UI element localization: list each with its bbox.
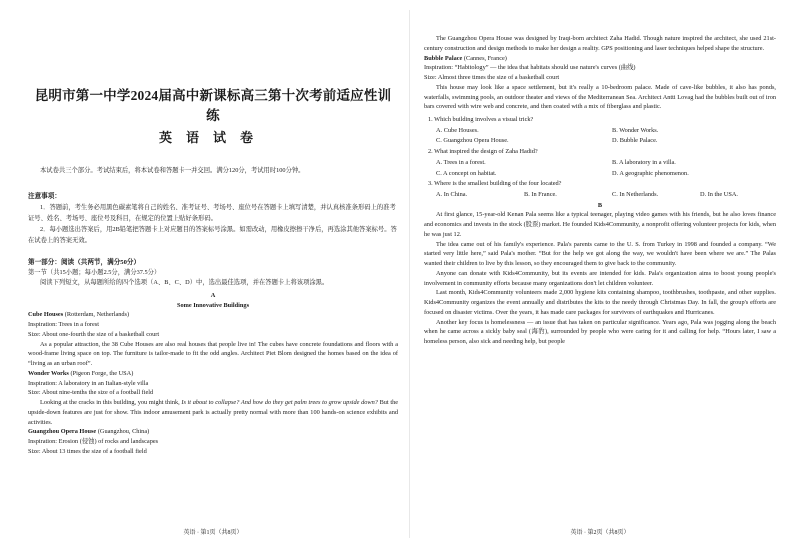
option-c: C. A concept on habitat. [436, 169, 497, 177]
passage-letter: B [597, 201, 603, 209]
page-left [28, 0, 398, 549]
page-footer: 英语 · 第1页（共8页） [183, 530, 243, 536]
passage-paragraph: Anyone can donate with Kids4Community, but its events are intended for kids. Pala's organization aims to boost young people's involvement in community efforts because many organizations don't let children volunteer. [424, 269, 776, 287]
building-heading [28, 369, 398, 379]
option-b: B. In France. [524, 190, 557, 198]
option-d: D. In the USA. [700, 190, 738, 198]
building-body: As a popular attraction, the 38 Cube Houses are also real houses that people live in! The cubes have concrete foundations and floors with a wood-frame living space on top. The furniture is tailor-made to fit the odd angles. Architect Piet Blom designed the homes based on the idea of “living as an urban roof”. [28, 340, 398, 367]
question-stem: 1. Which building involves a visual trick? [428, 116, 534, 123]
part-heading: 第一部分：阅读（共两节，满分50分） [28, 259, 141, 267]
option-d: D. A geographic phenomenon. [612, 169, 689, 177]
option-a: A. In China. [436, 190, 468, 198]
option-a: A. Trees in a forest. [436, 158, 486, 166]
section-heading: 第一节（共15小题；每小题2.5分，满分37.5分） [28, 269, 161, 277]
passage-title: Some Innovative Buildings [176, 301, 250, 309]
notes-heading: 注意事项： [28, 192, 61, 200]
section-instruction: 阅读下列短文，从每题所给的四个选项（A、B、C、D）中，选出最佳选项，并在答题卡上将该项涂黑。 [40, 279, 329, 286]
option-b: B. Wonder Works. [612, 126, 659, 134]
option-d: D. Bubble Palace. [612, 137, 658, 145]
question-options [424, 158, 776, 169]
note-item: 2．每小题选出答案后，用2B铅笔把答题卡上对应题目的答案标号涂黑。如需改动，用橡皮擦擦干净后，再选涂其他答案标号。答在试卷上的答案无效。 [28, 226, 397, 245]
building-location: (Guangzhou, China) [97, 428, 150, 436]
building-body [28, 398, 398, 427]
building-heading [424, 54, 776, 64]
body-text: Looking at the cracks in this building, you might think, [40, 399, 180, 406]
building-heading [28, 310, 398, 320]
passage-letter: A [210, 291, 216, 299]
building-location: (Rotterdam, Netherlands) [64, 311, 130, 319]
building-size: Size: Almost three times the size of a basketball court [424, 74, 560, 81]
building-body: The Guangzhou Opera House was designed by Iraqi-born architect Zaha Hadid. Though nature inspired the architect, she used 21st-century construction and design methods to make her design a reality. GPS positioning and laser techniques helped shape the structure. [424, 35, 776, 52]
building-heading [28, 427, 398, 437]
building-body: This house may look like a space settlement, but it's really a 10-bedroom palace. Made of cave-like bubbles, it also has ponds, waterfalls, swimming pools, an outdoor theater and views of the Mediterranean Sea. Architect Antti Lovag had the bubbles built out of iron bars covered with wire web and concrete, and then coated with a mix of fiberglass and plastic. [424, 83, 776, 111]
option-c: C. Guangzhou Opera House. [436, 137, 509, 145]
exam-subtitle: 英语试卷 [158, 130, 267, 145]
passage-paragraph: Last month, Kids4Community volunteers made 2,000 hygiene kits containing shampoo, toothbrushes, toothpaste, and other supplies. Kids4Community organizes the event annually and distributes the kits to the needy through Christmas Day. In fall, the group's efforts are focused on disaster victims. Over the years, it has made care packages for survivors of earthquakes and Hurricanes. [424, 289, 776, 316]
body-italic-text: Is it about to collapse? And how do they get palm trees to grow upside down? [181, 399, 378, 406]
body-text: But the upside-down features are just for show. This indoor amusement park is actually pretty normal with more than 100 hands-on science exhibits and activities. [28, 399, 399, 426]
building-inspiration: Inspiration: A laboratory in an Italian-style villa [28, 379, 149, 387]
building-inspiration: Inspiration: Erosion (侵蚀) of rocks and landscapes [28, 438, 159, 445]
page-right [424, 0, 776, 549]
exam-intro: 本试卷共三个部分。考试结束后，将本试卷和答题卡一并交回。满分120分，考试用时100分钟。 [40, 167, 305, 174]
page-divider [409, 10, 410, 538]
building-size: Size: About 13 times the size of a football field [28, 447, 147, 455]
passage-paragraph: The idea came out of his family's experience. Pala's parents came to the U. S. from Turkey in 1998 and founded a company. “We started very little here,” said Pala's mother. “But for the help we got along the way, we wouldn't have been where we are.” The Palas wanted their children to live by this lesson, so they encouraged them to give back to the community. [424, 240, 776, 268]
question-stem: 2. What inspired the design of Zaha Hadid? [428, 148, 538, 156]
building-location: (Cannes, France) [463, 54, 507, 62]
question-options [424, 190, 776, 201]
option-b: B. A laboratory in a villa. [612, 158, 676, 166]
exam-title: 昆明市第一中学2024届高中新课标高三第十次考前适应性训练 [34, 88, 392, 123]
building-name: Wonder Works [28, 369, 69, 377]
building-size: Size: About nine-tenths the size of a football field [28, 389, 154, 397]
question-options [424, 126, 776, 137]
building-name: Guangzhou Opera House [28, 428, 97, 436]
question-options [424, 136, 776, 147]
building-name: Bubble Palace [424, 54, 463, 62]
building-name: Cube Houses [28, 311, 64, 319]
building-location: (Pigeon Forge, the USA) [70, 369, 134, 377]
note-item: 1．答题前，考生务必用黑色碳素笔将自己的姓名、准考证号、考场号、座位号在答题卡上填写清楚，并认真核准条形码上的准考证号、姓名、考场号、座位号及科目，在规定的位置上贴好条形码。 [28, 203, 396, 222]
page-footer: 英语 · 第2页（共8页） [570, 530, 630, 536]
question-options [424, 169, 776, 180]
option-a: A. Cube Houses. [436, 126, 479, 134]
passage-paragraph: At first glance, 15-year-old Kenan Pala seems like a typical teenager, playing video games with his friends, but he also loves finance and economics and invests in the stock (股票) market. He founded Kids4Community, a nonprofit offering volunteer projects for kids, when he was just 12. [424, 211, 776, 238]
question-stem: 3. Where is the smallest building of the four located? [428, 180, 562, 188]
passage-paragraph: Another key focus is homelessness — an issue that has taken on particular significance. Years ago, Pala was jogging along the beach when he came across a sickly baby seal (海豹), surrounded by people who were caring for it and calling for help. “Hours later, I saw a homeless person, also sick and needing help, but people [424, 318, 776, 346]
building-inspiration: Inspiration: Trees in a forest [28, 321, 100, 328]
building-size: Size: About one-fourth the size of a basketball court [28, 330, 160, 338]
option-c: C. In Netherlands. [612, 190, 659, 198]
building-inspiration: Inspiration: “Habitology” — the idea that habitats should use nature's curves (曲线) [424, 64, 636, 72]
